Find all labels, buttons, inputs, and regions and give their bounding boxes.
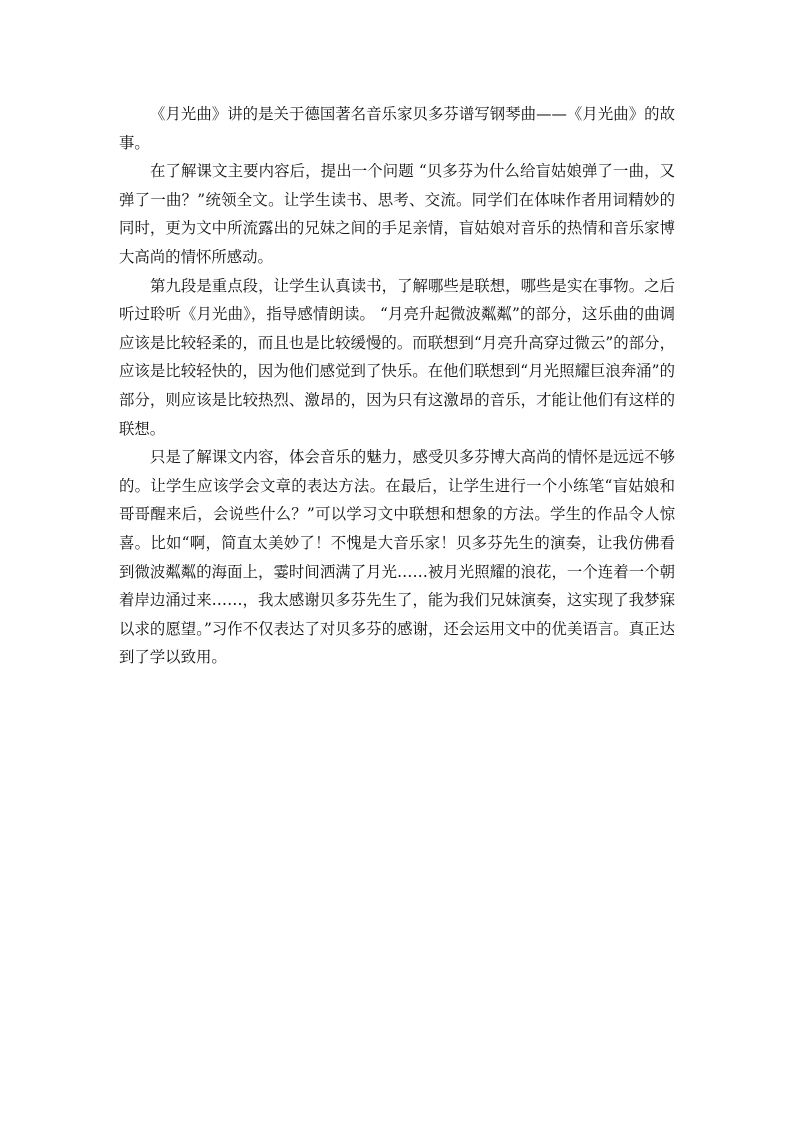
paragraph-intro: 《月光曲》讲的是关于德国著名音乐家贝多芬谱写钢琴曲——《月光曲》的故事。: [119, 105, 675, 152]
paragraph-key-section: 第九段是重点段，让学生认真读书，了解哪些是联想，哪些是实在事物。之后听过聆听《月光曲》，指导感情朗读。 “月亮升起微波粼粼”的部分，这乐曲的曲调应该是比较轻柔的，而且也是比较缓慢的。而联想到“月亮升高穿过微云”的部分，应该是比较轻快的，因为他们感觉到了快乐。在他们联想到“月光照耀巨浪奔涌”的部分，则应该是比较热烈、激昂的，因为只有这激昂的音乐，才能让他们有这样的联想。: [119, 276, 675, 438]
document-body: [119, 100, 675, 672]
paragraph-writing-practice: 只是了解课文内容，体会音乐的魅力，感受贝多芬博大高尚的情怀是远远不够的。让学生应该学会文章的表达方法。在最后，让学生进行一个小练笔“盲姑娘和哥哥醒来后，会说些什么？”可以学习文中联想和想象的方法。学生的作品令人惊喜。比如“啊，简直太美妙了！不愧是大音乐家！贝多芬先生的演奏，让我仿佛看到微波粼粼的海面上，霎时间洒满了月光……被月光照耀的浪花，一个连着一个朝着岸边涌过来……，我太感谢贝多芬先生了，能为我们兄妹演奏，这实现了我梦寐以求的愿望。”习作不仅表达了对贝多芬的感谢，还会运用文中的优美语言。真正达到了学以致用。: [119, 448, 675, 667]
paragraph-question: 在了解课文主要内容后，提出一个问题 “贝多芬为什么给盲姑娘弹了一曲，又弹了一曲？”统领全文。让学生读书、思考、交流。同学们在体味作者用词精妙的同时，更为文中所流露出的兄妹之间的手足亲情，盲姑娘对音乐的热情和音乐家博大高尚的情怀所感动。: [119, 162, 675, 266]
